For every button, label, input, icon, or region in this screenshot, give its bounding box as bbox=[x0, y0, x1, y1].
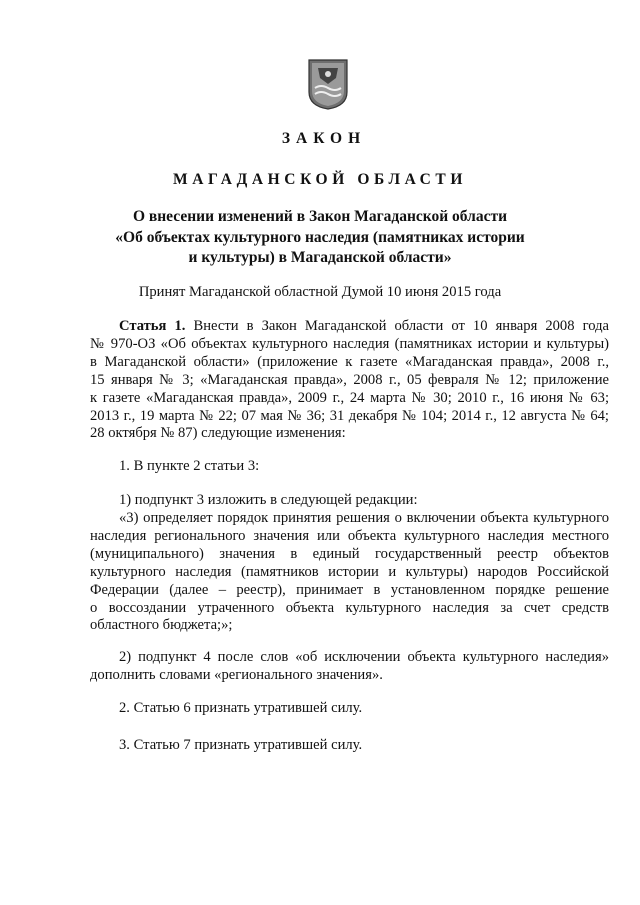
point-2: 2. Статью 6 признать утратившей силу. bbox=[119, 700, 363, 716]
article-text: Внести в Закон Магаданской области от 10 января 2008 года bbox=[185, 318, 609, 334]
quote-line: культурного наследия (памятников истории и культуры) народов Российской bbox=[90, 563, 609, 580]
article-line: 15 января № 3; «Магаданская правда», 2008 г., 05 февраля № 12; приложение bbox=[90, 371, 609, 388]
quote-line: наследия регионального значения или объекта культурного наследия местного bbox=[90, 527, 609, 544]
quote-line: областного бюджета;»; bbox=[90, 617, 233, 634]
subject-line: «Об объектах культурного наследия (памятниках истории bbox=[115, 228, 525, 246]
subject-line: О внесении изменений в Закон Магаданской области bbox=[132, 208, 508, 225]
point-3: 3. Статью 7 признать утратившей силу. bbox=[119, 737, 363, 753]
article-line: № 970-ОЗ «Об объектах культурного наследия (памятниках истории и культуры) bbox=[90, 335, 609, 352]
quote-line: (муниципального) значения в единый государственный реестр объектов bbox=[90, 545, 609, 562]
subpoint-1-quote bbox=[90, 510, 609, 635]
region-title: МАГАДАНСКОЙ ОБЛАСТИ bbox=[172, 171, 468, 188]
article-line: 28 октября № 87) следующие изменения: bbox=[90, 425, 346, 442]
quote-line: Федерации (далее – реестр), принимает в установленном порядке решение bbox=[90, 581, 609, 598]
subpoint-1-heading: 1) подпункт 3 изложить в следующей редакции: bbox=[119, 492, 418, 508]
point-1: 1. В пункте 2 статьи 3: bbox=[119, 458, 260, 474]
article-label: Статья 1. bbox=[119, 318, 186, 334]
subpoint-2-line: дополнить словами «регионального значения». bbox=[90, 666, 383, 683]
law-subject bbox=[0, 207, 640, 269]
quote-line: «3) определяет порядок принятия решения о включении объекта культурного bbox=[119, 510, 609, 526]
subpoint-2-line: 2) подпункт 4 после слов «об исключении объекта культурного наследия» bbox=[119, 649, 609, 665]
article-1-paragraph bbox=[90, 318, 609, 443]
magadan-coat-of-arms-icon bbox=[307, 58, 349, 110]
article-line: 2013 г., 19 марта № 22; 07 мая № 36; 31 декабря № 104; 2014 г., 12 августа № 64; bbox=[90, 407, 609, 424]
subject-line: и культуры) в Магаданской области» bbox=[188, 249, 452, 266]
law-title: ЗАКОН bbox=[281, 130, 367, 147]
adoption-note: Принят Магаданской областной Думой 10 июня 2015 года bbox=[138, 284, 502, 300]
article-line bbox=[90, 318, 609, 336]
subpoint-2-paragraph bbox=[90, 649, 609, 685]
quote-line: о воссоздании утраченного объекта культурного наследия за счет средств bbox=[90, 599, 609, 616]
article-line: к газете «Магаданская правда», 2009 г., 24 марта № 30; 2010 г., 16 июня № 63; bbox=[90, 389, 609, 406]
article-line: в Магаданской области» (приложение к газете «Магаданская правда», 2008 г., bbox=[90, 353, 609, 370]
